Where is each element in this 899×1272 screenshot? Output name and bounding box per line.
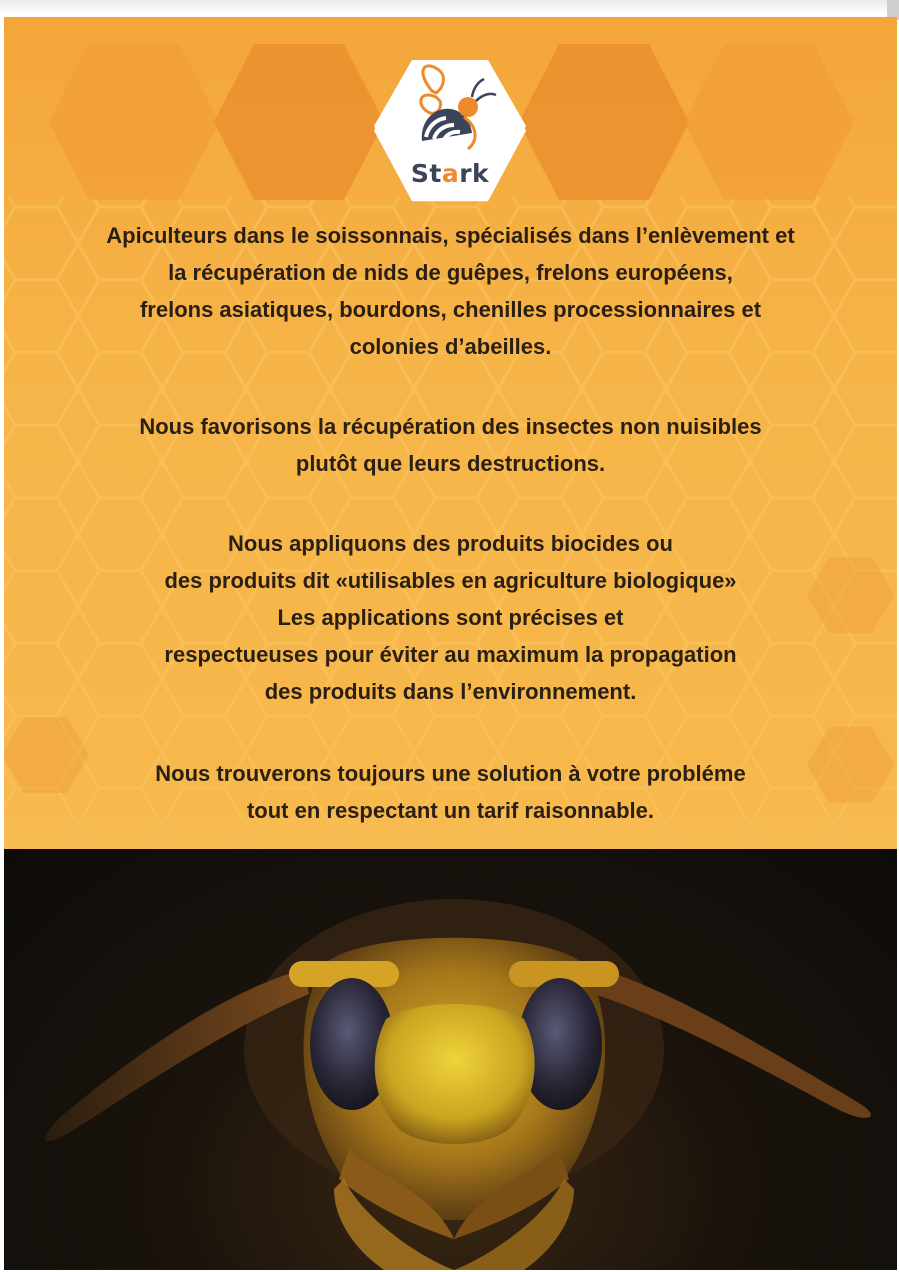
text-line: la récupération de nids de guêpes, frelons européens, (168, 260, 733, 285)
text-line: plutôt que leurs destructions. (295, 451, 606, 476)
text-line: Nous appliquons des produits biocides ou (228, 531, 673, 556)
paragraph-products (4, 525, 897, 710)
flyer-page (4, 17, 897, 1270)
hex-large-2 (214, 44, 384, 200)
hornet-face-closeup (4, 849, 897, 1270)
stark-logo (374, 41, 526, 211)
paragraph-intro (4, 217, 897, 365)
text-line: frelons asiatiques, bourdons, chenilles processionnaires et (139, 297, 762, 322)
text-line: tout en respectant un tarif raisonnable. (246, 798, 655, 823)
logo-wordmark: Stark (410, 159, 490, 188)
paragraph-solution (4, 755, 897, 829)
hornet-photo-panel (4, 849, 897, 1270)
orange-text-panel (4, 17, 897, 849)
text-line: Nous favorisons la récupération des insectes non nuisibles (139, 414, 762, 439)
text-line: Nous trouverons toujours une solution à votre probléme (155, 761, 746, 786)
hex-large-1 (49, 44, 219, 200)
text-line: colonies d’abeilles. (349, 334, 552, 359)
text-line: respectueuses pour éviter au maximum la propagation (164, 642, 737, 667)
text-line: Apiculteurs dans le soissonnais, spécialisés dans l’enlèvement et (106, 223, 795, 248)
text-line: des produits dans l’environnement. (264, 679, 637, 704)
scan-edge (0, 0, 899, 14)
paragraph-recovery (4, 408, 897, 482)
hex-large-3 (519, 44, 689, 200)
text-line: des produits dit «utilisables en agriculture biologique» (164, 568, 737, 593)
hex-large-4 (684, 44, 854, 200)
text-line: Les applications sont précises et (277, 605, 624, 630)
